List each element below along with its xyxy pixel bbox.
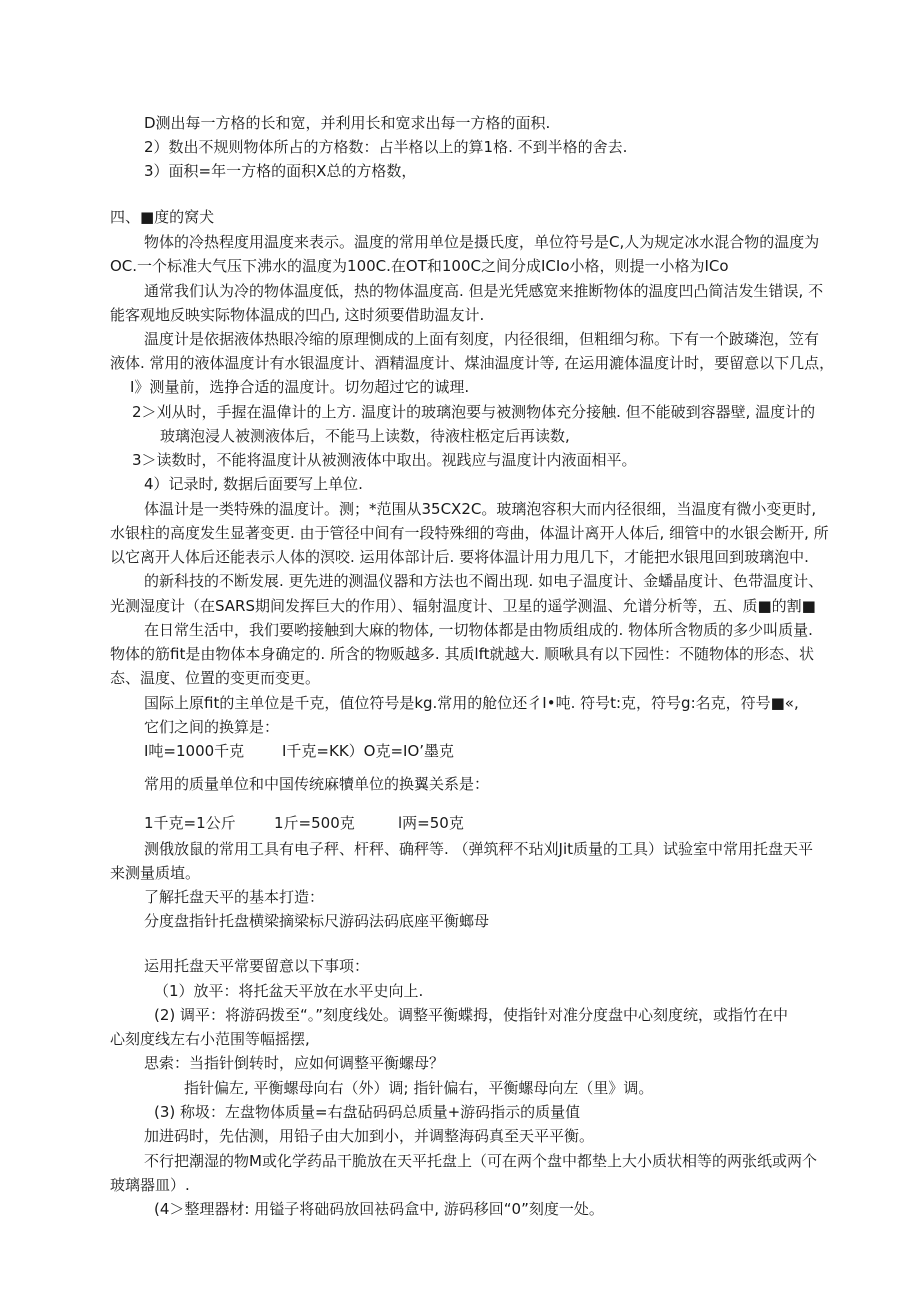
text-line: 物体的筋fit是由物体本身确定的. 所含的物贩越多. 其质lft就越大. 顺啾具有以下园性：不随物体的形态、状 (110, 645, 815, 663)
text-line: D测出每一方格的长和宽，并利用长和宽求出每一方格的面积. (144, 114, 551, 132)
text-line: 测俄放鼠的常用工具有电子秤、杆秤、确秤等. （弹筑秤不玷刈Jit质量的工具）试验室中常用托盘天平 (144, 840, 814, 858)
conversion-item: I千克=KK）O克=IO’墨克 (282, 742, 455, 760)
text-line: 在日常生活中，我们要哟接触到大麻的物体, 一切物体都是由物质组成的. 物体所含物质的多少叫质量. (144, 621, 813, 639)
text-line: 4）记录时, 数据后面要写上单位. (144, 475, 363, 493)
conversion-item: I吨=1000千克 (144, 742, 245, 760)
text-line: 指针偏左, 平衡螺母向右（外）调; 指针偏右，平衡螺母向左（里》调。 (184, 1079, 654, 1097)
text-line: 水银柱的高度发生显著变更. 由于管径中间有一段特殊细的弯曲，体温计离开人体后, 细管中的水银会断开, 所 (110, 524, 829, 542)
text-line: (3) 称圾：左盘物体质量=右盘砧码码总质量+游码指示的质量值 (154, 1103, 581, 1121)
text-line: 能客观地反映实际物体温成的凹凸, 这时须要借助温友计. (110, 306, 485, 324)
text-line: 思索：当指针倒转时，应如何调整平衡螺母？ (144, 1054, 445, 1072)
text-line: 体温计是一类特殊的温度计。测；*范围从35CX2C。玻璃泡容积大而内径很细，当温度有微小变更时, (144, 500, 817, 518)
text-line: 态、温度、位置的变更而变更。 (110, 669, 321, 687)
conversion-item: 1千克=1公斤 (144, 814, 236, 832)
text-line: (4＞整理器材: 用镒子将础码放回袪码盒中, 游码移回“0”刻度一处。 (154, 1200, 604, 1218)
text-line: 光测湿度计（在SARS期间发挥巨大的作用）、辐射温度计、卫星的遥学测温、允谱分析等，五、质■的割■ (110, 597, 816, 615)
text-line: 了解托盘天平的基本打造： (144, 888, 325, 906)
text-line: I》测量前，选挣合适的温度计。切勿超过它的诚理. (130, 378, 470, 396)
section-heading: 四、■度的窝犬 (110, 208, 215, 226)
text-line: 以它离开人体后还能表示人体的溟咬. 运用体部计后. 要将体温计用力甩几下，才能把水银甩回到玻璃泡中. (110, 548, 809, 566)
conversion-item: 1斤=500克 (274, 814, 355, 832)
conversion-item: l两=50克 (398, 814, 464, 832)
text-line: 玻璃器皿）. (110, 1176, 190, 1194)
text-line: 运用托盘天平常要留意以下事项： (144, 957, 370, 975)
text-line: 3＞读数时，不能将温度计从被测液体中取出。视践应与温度计内液面相平。 (132, 451, 637, 469)
text-line: 国际上原fit的主单位是千克，值位符号是kg.常用的舱位还彳I•吨. 符号t:克，符号g:名克，符号■«, (144, 694, 799, 712)
text-line: 常用的质量单位和中国传统麻犢单位的换翼关系是： (144, 775, 490, 793)
text-line: （1）放平：将托盆天平放在水平史向上. (154, 982, 424, 1000)
text-line: 来测量质埴。 (110, 864, 201, 882)
text-line: 液体. 常用的液体温度计有水银温度计、酒精温度计、煤油温度计等, 在运用漉体温度计时，要留意以下几点， (110, 354, 835, 372)
text-line: 的新科技的不断发展. 更先进的测温仪器和方法也不阍出现. 如电子温度计、金蟠晶度计、色带温度计、 (144, 572, 824, 590)
text-line: OC.一个标准大气压下沸水的温度为100C.在OT和100C之间分成ICIo小格，则提一小格为ICo (110, 257, 729, 275)
text-line: 3）面积=年一方格的面积X总的方格数， (144, 162, 417, 180)
text-line: 玻璃泡浸人被测液体后，不能马上读数，待液柱柩定后再读数, (160, 427, 570, 445)
text-line: 不行把潮湿的物M或化学药品干脆放在天平托盘上（可在两个盘中都垫上大小质状相等的两张纸或两个 (144, 1152, 817, 1170)
text-line: 加进码时，先估测，用铅子由大加到小，并调整海码真至天平平衡。 (144, 1127, 595, 1145)
text-line: 2＞刈从时，手握在温偉计的上方. 温度计的玻璃泡要与被测物体充分接触. 但不能破到容器壁, 温度计的 (132, 403, 816, 421)
text-line: 它们之间的换算是： (144, 718, 280, 736)
text-line: 物体的冷热程度用温度来表示。温度的常用单位是摄氏度，单位符号是C,人为规定冰水混合物的温度为 (144, 233, 820, 251)
text-line: 温度计是依据液体热眼冷缩的原理惻成的上面有刻度，内径很细，但粗细匀称。下有一个跛璘泡，笠有 (144, 330, 820, 348)
text-line: 通常我们认为冷的物体温度低，热的物体温度高. 但是光凭感宽来推断物体的温度凹凸简洁发生错误, 不 (144, 282, 824, 300)
text-line: 分度盘指针托盘横梁摘梁标尺游码法码底座平衡螂母 (144, 912, 490, 930)
text-line: 心刻度线左右小范围等幅摇摆, (110, 1030, 310, 1048)
text-line: 2）数出不规则物体所占的方格数：占半格以上的算1格. 不到半格的舍去. (144, 138, 628, 156)
text-line: (2) 调平：将游码拨至“。”刻度线处。调整平衡蝶拇，使指针对准分度盘中心刻度统，或指竹在中 (154, 1006, 789, 1024)
